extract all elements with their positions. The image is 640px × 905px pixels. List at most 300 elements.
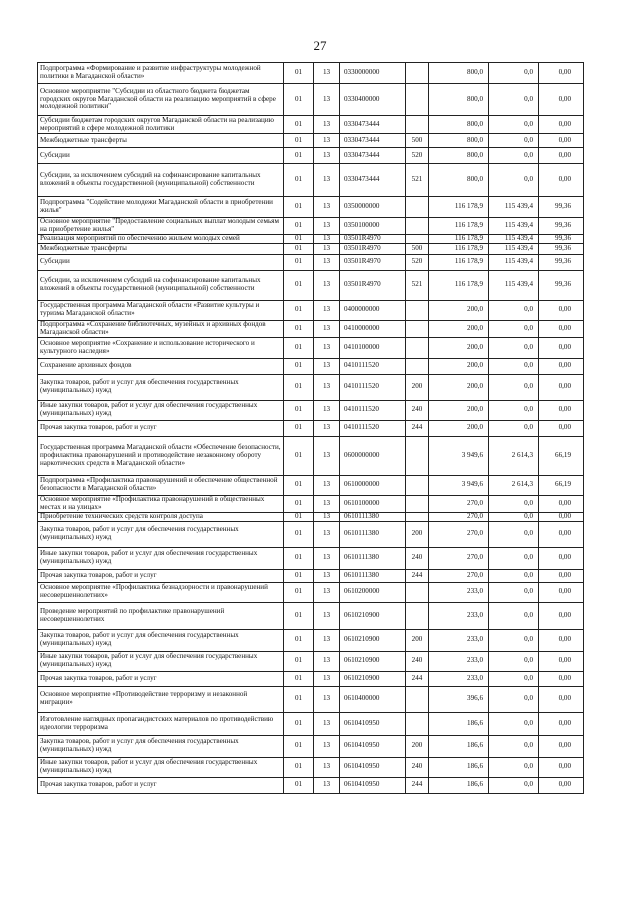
- row-expense-type: 520: [406, 148, 429, 164]
- row-execution-percent: 0,00: [539, 757, 584, 777]
- row-execution-percent: 0,00: [539, 134, 584, 148]
- row-executed-amount: 0,0: [489, 521, 539, 547]
- row-target-article: 03501R4970: [340, 243, 406, 254]
- row-planned-amount: 233,0: [429, 651, 489, 671]
- row-section: 01: [284, 436, 314, 475]
- row-subsection: 13: [314, 686, 340, 712]
- row-target-article: 0410000000: [340, 320, 406, 337]
- row-planned-amount: 116 178,9: [429, 218, 489, 235]
- row-subsection: 13: [314, 651, 340, 671]
- row-section: 01: [284, 712, 314, 735]
- table-row: [38, 84, 584, 116]
- row-name: Проведение мероприятий по профилактике правонарушений несовершеннолетних: [38, 602, 284, 629]
- row-executed-amount: 0,0: [489, 686, 539, 712]
- row-subsection: 13: [314, 420, 340, 436]
- row-execution-percent: 0,00: [539, 686, 584, 712]
- row-planned-amount: 3 949,6: [429, 436, 489, 475]
- row-expense-type: [406, 582, 429, 602]
- row-executed-amount: 0,0: [489, 164, 539, 197]
- row-planned-amount: 186,6: [429, 757, 489, 777]
- row-section: 01: [284, 218, 314, 235]
- row-executed-amount: 0,0: [489, 358, 539, 374]
- row-planned-amount: 396,6: [429, 686, 489, 712]
- row-name: Основное мероприятие "Предоставление социальных выплат молодым семьям на приобретение жилья": [38, 218, 284, 235]
- row-name: Иные закупки товаров, работ и услуг для обеспечения государственных (муниципальных) нужд: [38, 757, 284, 777]
- row-planned-amount: 800,0: [429, 148, 489, 164]
- row-name: Прочая закупка товаров, работ и услуг: [38, 420, 284, 436]
- row-planned-amount: 200,0: [429, 320, 489, 337]
- row-execution-percent: 0,00: [539, 629, 584, 651]
- row-executed-amount: 0,0: [489, 495, 539, 512]
- row-target-article: 0350100000: [340, 218, 406, 235]
- table-row: [38, 164, 584, 197]
- table-row: [38, 629, 584, 651]
- table-row: [38, 686, 584, 712]
- row-section: 01: [284, 777, 314, 793]
- row-subsection: 13: [314, 337, 340, 358]
- row-target-article: 0410111520: [340, 420, 406, 436]
- row-executed-amount: 115 439,4: [489, 270, 539, 300]
- table-row: [38, 757, 584, 777]
- row-target-article: 0410100000: [340, 337, 406, 358]
- row-section: 01: [284, 320, 314, 337]
- table-row: [38, 495, 584, 512]
- row-subsection: 13: [314, 400, 340, 420]
- row-expense-type: 240: [406, 547, 429, 569]
- row-planned-amount: 116 178,9: [429, 243, 489, 254]
- row-executed-amount: 0,0: [489, 547, 539, 569]
- row-subsection: 13: [314, 197, 340, 218]
- row-subsection: 13: [314, 582, 340, 602]
- row-section: 01: [284, 686, 314, 712]
- row-section: 01: [284, 234, 314, 243]
- row-expense-type: [406, 116, 429, 134]
- row-planned-amount: 186,6: [429, 777, 489, 793]
- row-target-article: 0610100000: [340, 495, 406, 512]
- row-execution-percent: 0,00: [539, 116, 584, 134]
- row-planned-amount: 800,0: [429, 116, 489, 134]
- row-planned-amount: 233,0: [429, 629, 489, 651]
- row-subsection: 13: [314, 148, 340, 164]
- table-row: [38, 243, 584, 254]
- row-expense-type: 244: [406, 777, 429, 793]
- row-execution-percent: 0,00: [539, 164, 584, 197]
- table-row: [38, 270, 584, 300]
- row-executed-amount: 0,0: [489, 582, 539, 602]
- row-execution-percent: 0,00: [539, 63, 584, 84]
- table-body: [38, 63, 584, 794]
- row-target-article: 03501R4970: [340, 234, 406, 243]
- row-expense-type: [406, 358, 429, 374]
- row-section: 01: [284, 84, 314, 116]
- row-expense-type: 200: [406, 521, 429, 547]
- table-row: [38, 254, 584, 270]
- row-executed-amount: 0,0: [489, 116, 539, 134]
- row-name: Подпрограмма «Профилактика правонарушений и обеспечение общественной безопасности в Магаданской области»: [38, 475, 284, 495]
- row-executed-amount: 0,0: [489, 777, 539, 793]
- table-row: [38, 374, 584, 400]
- row-target-article: 03501R4970: [340, 270, 406, 300]
- row-executed-amount: 2 614,3: [489, 475, 539, 495]
- row-name: Прочая закупка товаров, работ и услуг: [38, 777, 284, 793]
- row-planned-amount: 116 178,9: [429, 197, 489, 218]
- row-executed-amount: 0,0: [489, 148, 539, 164]
- table-row: [38, 547, 584, 569]
- row-target-article: 0330473444: [340, 164, 406, 197]
- row-subsection: 13: [314, 116, 340, 134]
- budget-table: [37, 62, 584, 794]
- row-execution-percent: 0,00: [539, 582, 584, 602]
- row-expense-type: 200: [406, 735, 429, 757]
- row-name: Основное мероприятие «Противодействие терроризму и незаконной миграции»: [38, 686, 284, 712]
- row-execution-percent: 0,00: [539, 358, 584, 374]
- row-expense-type: 500: [406, 134, 429, 148]
- row-expense-type: [406, 495, 429, 512]
- row-subsection: 13: [314, 320, 340, 337]
- row-section: 01: [284, 300, 314, 320]
- row-name: Прочая закупка товаров, работ и услуг: [38, 671, 284, 686]
- row-name: Субсидии, за исключением субсидий на софинансирование капитальных вложений в объекты государственной (муниципальной) собственности: [38, 270, 284, 300]
- row-subsection: 13: [314, 712, 340, 735]
- table-row: [38, 777, 584, 793]
- row-planned-amount: 200,0: [429, 400, 489, 420]
- row-expense-type: 520: [406, 254, 429, 270]
- row-expense-type: [406, 300, 429, 320]
- row-executed-amount: 0,0: [489, 651, 539, 671]
- row-planned-amount: 270,0: [429, 512, 489, 521]
- row-executed-amount: 0,0: [489, 712, 539, 735]
- row-section: 01: [284, 337, 314, 358]
- table-row: [38, 512, 584, 521]
- row-executed-amount: 0,0: [489, 400, 539, 420]
- row-executed-amount: 2 614,3: [489, 436, 539, 475]
- row-planned-amount: 116 178,9: [429, 270, 489, 300]
- row-subsection: 13: [314, 475, 340, 495]
- row-execution-percent: 0,00: [539, 521, 584, 547]
- row-execution-percent: 99,36: [539, 254, 584, 270]
- row-execution-percent: 0,00: [539, 569, 584, 582]
- row-target-article: 0610210900: [340, 629, 406, 651]
- row-expense-type: [406, 475, 429, 495]
- row-name: Межбюджетные трансферты: [38, 134, 284, 148]
- row-name: Изготовление наглядных пропагандистских материалов по противодействию идеологии терроризма: [38, 712, 284, 735]
- row-target-article: 0610410950: [340, 735, 406, 757]
- row-section: 01: [284, 475, 314, 495]
- row-executed-amount: 0,0: [489, 569, 539, 582]
- row-target-article: 0410111520: [340, 358, 406, 374]
- row-subsection: 13: [314, 671, 340, 686]
- row-section: 01: [284, 358, 314, 374]
- table-row: [38, 735, 584, 757]
- row-target-article: 0610111380: [340, 569, 406, 582]
- row-section: 01: [284, 148, 314, 164]
- row-execution-percent: 0,00: [539, 777, 584, 793]
- row-section: 01: [284, 521, 314, 547]
- row-executed-amount: 0,0: [489, 320, 539, 337]
- row-target-article: 0610111380: [340, 547, 406, 569]
- row-target-article: 0610111380: [340, 521, 406, 547]
- row-executed-amount: 0,0: [489, 735, 539, 757]
- row-section: 01: [284, 134, 314, 148]
- row-expense-type: [406, 197, 429, 218]
- row-expense-type: [406, 218, 429, 235]
- row-expense-type: 500: [406, 243, 429, 254]
- row-name: Закупка товаров, работ и услуг для обеспечения государственных (муниципальных) нужд: [38, 374, 284, 400]
- row-executed-amount: 0,0: [489, 512, 539, 521]
- row-section: 01: [284, 164, 314, 197]
- row-target-article: 0610400000: [340, 686, 406, 712]
- table-row: [38, 358, 584, 374]
- row-name: Государственная программа Магаданской области «Обеспечение безопасности, профилактика правонарушений и противодействие незаконному обороту наркотических средств в Магаданской области»: [38, 436, 284, 475]
- row-target-article: 0610410950: [340, 757, 406, 777]
- row-executed-amount: 0,0: [489, 420, 539, 436]
- row-section: 01: [284, 243, 314, 254]
- table-row: [38, 218, 584, 235]
- row-target-article: 0350000000: [340, 197, 406, 218]
- row-name: Сохранение архивных фондов: [38, 358, 284, 374]
- table-row: [38, 63, 584, 84]
- row-target-article: 0330473444: [340, 116, 406, 134]
- row-name: Субсидии: [38, 254, 284, 270]
- row-expense-type: 240: [406, 651, 429, 671]
- row-section: 01: [284, 671, 314, 686]
- row-planned-amount: 116 178,9: [429, 234, 489, 243]
- table-row: [38, 420, 584, 436]
- row-execution-percent: 0,00: [539, 671, 584, 686]
- row-subsection: 13: [314, 757, 340, 777]
- row-target-article: 0400000000: [340, 300, 406, 320]
- row-name: Основное мероприятие «Профилактика безнадзорности и правонарушений несовершеннолетних»: [38, 582, 284, 602]
- row-subsection: 13: [314, 218, 340, 235]
- row-target-article: 0610210900: [340, 671, 406, 686]
- row-section: 01: [284, 495, 314, 512]
- row-subsection: 13: [314, 436, 340, 475]
- row-execution-percent: 0,00: [539, 148, 584, 164]
- row-section: 01: [284, 602, 314, 629]
- row-target-article: 0610000000: [340, 475, 406, 495]
- row-expense-type: 200: [406, 629, 429, 651]
- row-executed-amount: 115 439,4: [489, 197, 539, 218]
- row-planned-amount: 186,6: [429, 735, 489, 757]
- table-row: [38, 436, 584, 475]
- row-expense-type: 200: [406, 374, 429, 400]
- row-expense-type: 244: [406, 671, 429, 686]
- row-subsection: 13: [314, 547, 340, 569]
- row-execution-percent: 99,36: [539, 218, 584, 235]
- row-name: Государственная программа Магаданской области «Развитие культуры и туризма Магаданской области»: [38, 300, 284, 320]
- row-section: 01: [284, 569, 314, 582]
- row-subsection: 13: [314, 569, 340, 582]
- row-expense-type: [406, 602, 429, 629]
- row-executed-amount: 0,0: [489, 374, 539, 400]
- table-row: [38, 300, 584, 320]
- row-subsection: 13: [314, 495, 340, 512]
- table-row: [38, 400, 584, 420]
- row-execution-percent: 0,00: [539, 84, 584, 116]
- row-planned-amount: 270,0: [429, 569, 489, 582]
- row-planned-amount: 800,0: [429, 63, 489, 84]
- row-name: Закупка товаров, работ и услуг для обеспечения государственных (муниципальных) нужд: [38, 735, 284, 757]
- table-row: [38, 337, 584, 358]
- row-target-article: 0610210900: [340, 602, 406, 629]
- row-section: 01: [284, 63, 314, 84]
- row-planned-amount: 800,0: [429, 84, 489, 116]
- table-row: [38, 234, 584, 243]
- row-section: 01: [284, 270, 314, 300]
- table-row: [38, 320, 584, 337]
- row-execution-percent: 0,00: [539, 512, 584, 521]
- table-row: [38, 475, 584, 495]
- row-planned-amount: 116 178,9: [429, 254, 489, 270]
- row-execution-percent: 0,00: [539, 547, 584, 569]
- row-executed-amount: 0,0: [489, 337, 539, 358]
- row-expense-type: [406, 712, 429, 735]
- row-section: 01: [284, 254, 314, 270]
- row-expense-type: 521: [406, 164, 429, 197]
- row-subsection: 13: [314, 521, 340, 547]
- row-target-article: 0610210900: [340, 651, 406, 671]
- row-planned-amount: 270,0: [429, 495, 489, 512]
- row-planned-amount: 270,0: [429, 521, 489, 547]
- row-target-article: 0330000000: [340, 63, 406, 84]
- row-execution-percent: 0,00: [539, 651, 584, 671]
- row-executed-amount: 115 439,4: [489, 218, 539, 235]
- table-row: [38, 671, 584, 686]
- table-row: [38, 582, 584, 602]
- row-planned-amount: 200,0: [429, 337, 489, 358]
- row-name: Подпрограмма «Сохранение библиотечных, музейных и архивных фондов Магаданской области»: [38, 320, 284, 337]
- row-planned-amount: 233,0: [429, 671, 489, 686]
- row-planned-amount: 200,0: [429, 300, 489, 320]
- row-target-article: 0610200000: [340, 582, 406, 602]
- row-execution-percent: 66,19: [539, 436, 584, 475]
- page-number: 27: [313, 38, 327, 53]
- row-executed-amount: 115 439,4: [489, 243, 539, 254]
- row-executed-amount: 0,0: [489, 134, 539, 148]
- row-subsection: 13: [314, 300, 340, 320]
- table-row: [38, 569, 584, 582]
- row-execution-percent: 99,36: [539, 197, 584, 218]
- row-target-article: 0410111520: [340, 400, 406, 420]
- row-expense-type: [406, 234, 429, 243]
- row-executed-amount: 0,0: [489, 300, 539, 320]
- row-execution-percent: 0,00: [539, 374, 584, 400]
- table-row: [38, 651, 584, 671]
- row-subsection: 13: [314, 777, 340, 793]
- row-expense-type: 521: [406, 270, 429, 300]
- row-executed-amount: 0,0: [489, 629, 539, 651]
- row-target-article: 0330400000: [340, 84, 406, 116]
- row-execution-percent: 99,36: [539, 234, 584, 243]
- row-target-article: 0410111520: [340, 374, 406, 400]
- row-planned-amount: 200,0: [429, 420, 489, 436]
- row-executed-amount: 115 439,4: [489, 234, 539, 243]
- row-executed-amount: 0,0: [489, 63, 539, 84]
- row-section: 01: [284, 582, 314, 602]
- row-executed-amount: 0,0: [489, 757, 539, 777]
- row-execution-percent: 66,19: [539, 475, 584, 495]
- row-subsection: 13: [314, 234, 340, 243]
- row-name: Подпрограмма «Формирование и развитие инфраструктуры молодежной политики в Магаданской области»: [38, 63, 284, 84]
- row-name: Субсидии бюджетам городских округов Магаданской области на реализацию мероприятий в сфере молодежной политики: [38, 116, 284, 134]
- row-section: 01: [284, 757, 314, 777]
- row-section: 01: [284, 400, 314, 420]
- row-execution-percent: 0,00: [539, 420, 584, 436]
- row-target-article: 0330473444: [340, 134, 406, 148]
- table-row: [38, 602, 584, 629]
- row-target-article: 0610410950: [340, 712, 406, 735]
- row-section: 01: [284, 197, 314, 218]
- row-section: 01: [284, 629, 314, 651]
- row-execution-percent: 0,00: [539, 602, 584, 629]
- row-execution-percent: 99,36: [539, 243, 584, 254]
- table-row: [38, 197, 584, 218]
- row-planned-amount: 200,0: [429, 358, 489, 374]
- row-expense-type: 240: [406, 400, 429, 420]
- row-expense-type: [406, 320, 429, 337]
- row-execution-percent: 0,00: [539, 712, 584, 735]
- row-planned-amount: 3 949,6: [429, 475, 489, 495]
- row-name: Прочая закупка товаров, работ и услуг: [38, 569, 284, 582]
- row-subsection: 13: [314, 63, 340, 84]
- row-name: Основное мероприятие "Субсидии из областного бюджета бюджетам городских округов Магаданской области на реализацию мероприятий в сфере молодежной политики": [38, 84, 284, 116]
- row-name: Межбюджетные трансферты: [38, 243, 284, 254]
- row-expense-type: 244: [406, 569, 429, 582]
- row-subsection: 13: [314, 358, 340, 374]
- row-execution-percent: 0,00: [539, 735, 584, 757]
- table-row: [38, 116, 584, 134]
- row-executed-amount: 0,0: [489, 671, 539, 686]
- row-name: Закупка товаров, работ и услуг для обеспечения государственных (муниципальных) нужд: [38, 521, 284, 547]
- row-planned-amount: 233,0: [429, 582, 489, 602]
- row-subsection: 13: [314, 134, 340, 148]
- row-execution-percent: 0,00: [539, 300, 584, 320]
- row-planned-amount: 800,0: [429, 134, 489, 148]
- row-subsection: 13: [314, 164, 340, 197]
- row-planned-amount: 270,0: [429, 547, 489, 569]
- row-name: Субсидии: [38, 148, 284, 164]
- row-name: Приобретение технических средств контроля доступа: [38, 512, 284, 521]
- row-section: 01: [284, 420, 314, 436]
- row-subsection: 13: [314, 629, 340, 651]
- row-subsection: 13: [314, 602, 340, 629]
- row-name: Иные закупки товаров, работ и услуг для обеспечения государственных (муниципальных) нужд: [38, 651, 284, 671]
- table-row: [38, 712, 584, 735]
- row-executed-amount: 0,0: [489, 602, 539, 629]
- row-executed-amount: 115 439,4: [489, 254, 539, 270]
- row-subsection: 13: [314, 512, 340, 521]
- row-target-article: 0600000000: [340, 436, 406, 475]
- row-target-article: 0610111380: [340, 512, 406, 521]
- row-name: Реализация мероприятий по обеспечению жильем молодых семей: [38, 234, 284, 243]
- table-row: [38, 148, 584, 164]
- row-section: 01: [284, 512, 314, 521]
- row-section: 01: [284, 116, 314, 134]
- row-section: 01: [284, 651, 314, 671]
- row-subsection: 13: [314, 254, 340, 270]
- row-planned-amount: 200,0: [429, 374, 489, 400]
- row-executed-amount: 0,0: [489, 84, 539, 116]
- row-execution-percent: 0,00: [539, 337, 584, 358]
- row-planned-amount: 233,0: [429, 602, 489, 629]
- row-execution-percent: 0,00: [539, 400, 584, 420]
- row-target-article: 0330473444: [340, 148, 406, 164]
- row-name: Основное мероприятие «Сохранение и использование исторического и культурного наследия»: [38, 337, 284, 358]
- row-expense-type: [406, 337, 429, 358]
- table-row: [38, 521, 584, 547]
- row-planned-amount: 800,0: [429, 164, 489, 197]
- row-section: 01: [284, 374, 314, 400]
